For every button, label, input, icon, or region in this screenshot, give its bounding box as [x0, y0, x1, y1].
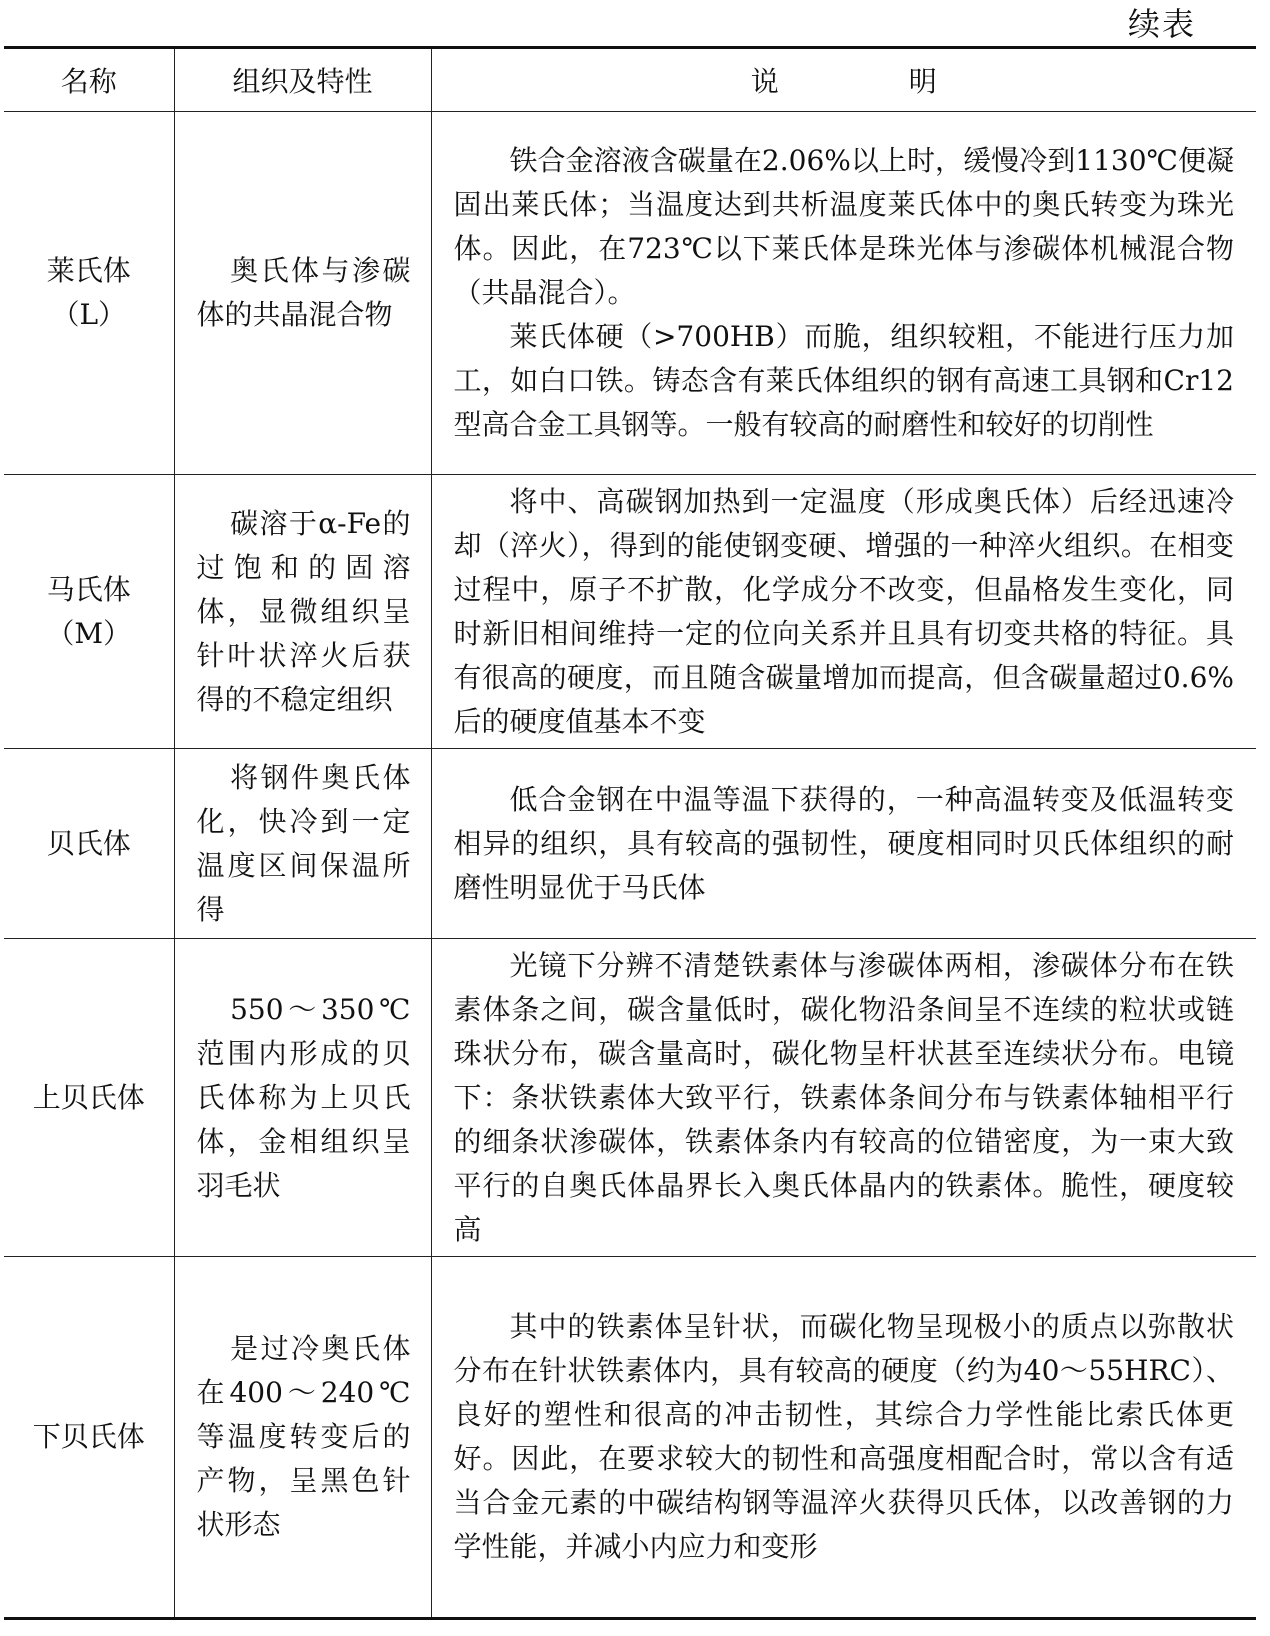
row-name-symbol: （L） — [51, 298, 127, 331]
row-description-cell — [431, 939, 1256, 1257]
header-properties: 组织及特性 — [174, 48, 431, 112]
row-description-paragraph: 光镜下分辨不清楚铁素体与渗碳体两相，渗碳体分布在铁素体条之间，碳含量低时，碳化物沿条间呈不连续的粒状或链珠状分布，碳含量高时，碳化物呈杆状甚至连续状分布。电镜下：条状铁素体大致平行，铁素体条间分布与铁素体轴相平行的细条状渗碳体，铁素体条内有较高的位错密度，为一束大致平行的自奥氏体晶界长入奥氏体晶内的铁素体。脆性，硬度较高 — [453, 948, 1234, 1246]
header-name: 名称 — [4, 48, 174, 112]
row-description-paragraph: 其中的铁素体呈针状，而碳化物呈现极小的质点以弥散状分布在针状铁素体内，具有较高的硬度（约为40～55HRC）、良好的塑性和很高的冲击韧性，其综合力学性能比索氏体更好。因此，在要求较大的韧性和高强度相配合时，常以含有适当合金元素的中碳结构钢等温淬火获得贝氏体，以改善钢的力学性能，并减小内应力和变形 — [453, 1310, 1234, 1563]
row-name-cell — [4, 749, 174, 939]
row-description-paragraph: 莱氏体硬（>700HB）而脆，组织较粗，不能进行压力加工，如白口铁。铸态含有莱氏体组织的钢有高速工具钢和Cr12型高合金工具钢等。一般有较高的耐磨性和较好的切削性 — [453, 320, 1234, 441]
table-row — [4, 475, 1256, 749]
row-properties: 碳溶于α-Fe的过饱和的固溶体，显微组织呈针叶状淬火后获得的不稳定组织 — [196, 506, 411, 716]
row-properties: 将钢件奥氏体化，快冷到一定温度区间保温所得 — [196, 760, 411, 926]
table-row — [4, 112, 1256, 475]
row-name: 上贝氏体 — [32, 1080, 145, 1114]
row-properties-cell — [174, 939, 431, 1257]
row-name-cell — [4, 475, 174, 749]
row-name: 莱氏体 — [46, 254, 131, 287]
header-description-label: 说明 — [750, 65, 1067, 98]
row-description-paragraph: 将中、高碳钢加热到一定温度（形成奥氏体）后经迅速冷却（淬火），得到的能使钢变硬、增强的一种淬火组织。在相变过程中，原子不扩散，化学成分不改变，但晶格发生变化，同时新旧相间维持一定的位向关系并且具有切变共格的特征。具有很高的硬度，而且随含碳量增加而提高，但含碳量超过0.6%后的硬度值基本不变 — [453, 484, 1234, 738]
row-description-cell — [431, 1257, 1256, 1619]
row-name-cell — [4, 1257, 174, 1619]
steel-structure-table — [4, 46, 1256, 1620]
row-properties: 奥氏体与渗碳体的共晶混合物 — [196, 254, 411, 331]
row-name-cell — [4, 939, 174, 1257]
row-properties: 550～350℃范围内形成的贝氏体称为上贝氏体，金相组织呈羽毛状 — [196, 992, 411, 1202]
row-name-cell — [4, 112, 174, 475]
row-name: 马氏体 — [46, 572, 131, 606]
row-name: 贝氏体 — [46, 826, 131, 860]
row-name-symbol: （M） — [46, 616, 132, 650]
row-properties-cell — [174, 1257, 431, 1619]
row-properties-cell — [174, 475, 431, 749]
table-header-row — [4, 48, 1256, 112]
row-description-cell — [431, 749, 1256, 939]
table-continued-caption: 续表 — [1128, 5, 1197, 43]
row-description-cell — [431, 475, 1256, 749]
table-row — [4, 749, 1256, 939]
row-properties: 是过冷奥氏体在400～240℃等温度转变后的产物，呈黑色针状形态 — [196, 1332, 411, 1541]
row-description-paragraph: 低合金钢在中温等温下获得的，一种高温转变及低温转变相异的组织，具有较高的强韧性，硬度相同时贝氏体组织的耐磨性明显优于马氏体 — [453, 782, 1234, 904]
table-row — [4, 939, 1256, 1257]
row-properties-cell — [174, 749, 431, 939]
row-description-cell — [431, 112, 1256, 475]
header-description — [431, 48, 1256, 112]
row-properties-cell — [174, 112, 431, 475]
row-description-paragraph: 铁合金溶液含碳量在2.06%以上时，缓慢冷到1130℃便凝固出莱氏体；当温度达到共析温度莱氏体中的奥氏转变为珠光体。因此，在723℃以下莱氏体是珠光体与渗碳体机械混合物（共晶混合）。 — [453, 144, 1234, 309]
row-name: 下贝氏体 — [32, 1420, 145, 1453]
table-row — [4, 1257, 1256, 1619]
